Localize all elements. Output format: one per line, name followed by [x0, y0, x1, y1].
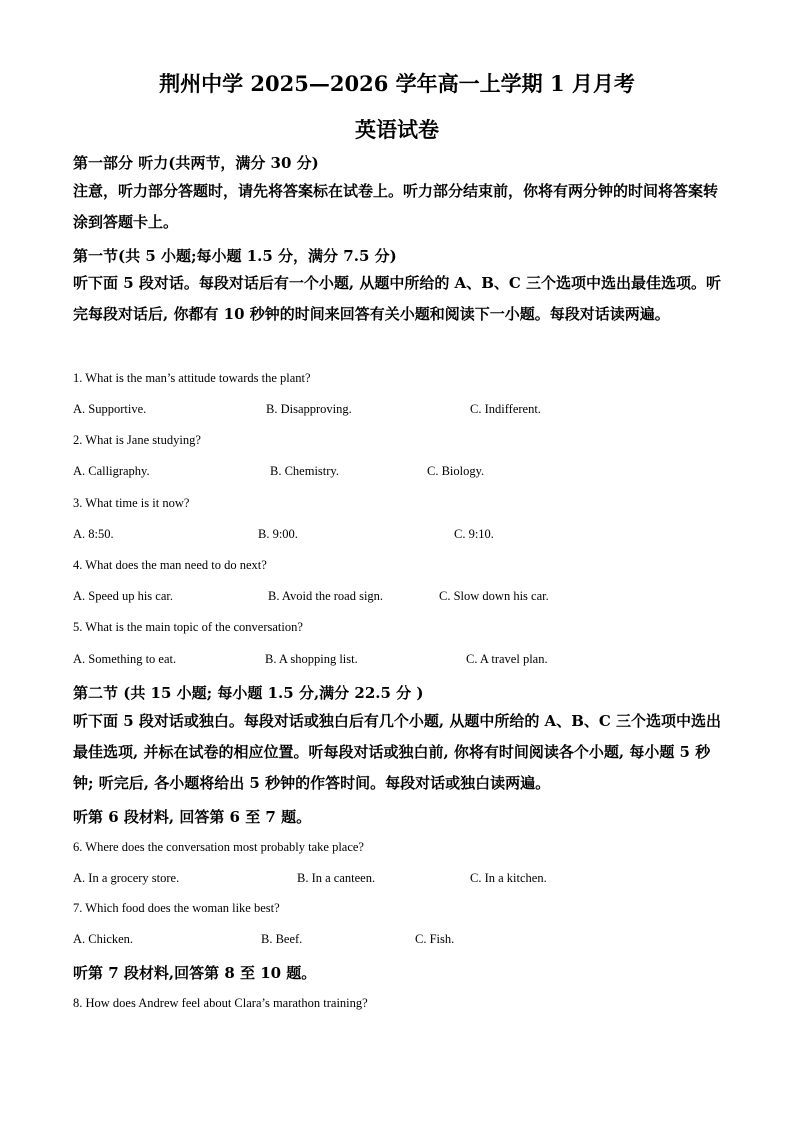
- question-3: 3. What time is it now?: [73, 496, 190, 510]
- q4-option-a: A. Speed up his car.: [73, 589, 173, 603]
- question-6: 6. Where does the conversation most probably take place?: [73, 840, 364, 854]
- question-1: 1. What is the man’s attitude towards the plant?: [73, 371, 311, 385]
- q6-option-c: C. In a kitchen.: [470, 871, 547, 885]
- section2-instructions: 听下面 5 段对话或独白。每段对话或独白后有几个小题, 从题中所给的 A、B、C 三个选项中选出最佳选项, 并标在试卷的相应位置。听每段对话或独白前, 你将有时间阅读各个小题, 每小题 5 秒钟; 听完后, 各小题将给出 5 秒钟的作答时间。每段对话或独白读两遍。: [73, 712, 722, 792]
- part1-heading: 第一部分 听力(共两节，满分 30 分): [73, 154, 319, 172]
- q1-option-c: C. Indifferent.: [470, 402, 541, 416]
- exam-subtitle: 英语试卷: [355, 117, 439, 142]
- q3-option-a: A. 8:50.: [73, 527, 114, 541]
- question-7: 7. Which food does the woman like best?: [73, 901, 280, 915]
- q3-option-c: C. 9:10.: [454, 527, 494, 541]
- q5-option-a: A. Something to eat.: [73, 652, 177, 666]
- question-5: 5. What is the main topic of the conversation?: [73, 620, 303, 634]
- q7-option-a: A. Chicken.: [73, 932, 134, 946]
- section1-instructions: 听下面 5 段对话。每段对话后有一个小题, 从题中所给的 A、B、C 三个选项中选出最佳选项。听完每段对话后, 你都有 10 秒钟的时间来回答有关小题和阅读下一小题。每段对话读两遍。: [73, 274, 722, 323]
- group7-heading: 听第 7 段材料,回答第 8 至 10 题。: [73, 964, 317, 982]
- group6-heading: 听第 6 段材料, 回答第 6 至 7 题。: [73, 808, 312, 826]
- q2-option-c: C. Biology.: [427, 464, 485, 478]
- q7-option-c: C. Fish.: [415, 932, 455, 946]
- section1-heading: 第一节(共 5 小题;每小题 1.5 分，满分 7.5 分): [73, 247, 397, 265]
- exam-title: 荆州中学 2025—2026 学年高一上学期 1 月月考: [159, 71, 635, 96]
- section2-heading: 第二节 (共 15 小题; 每小题 1.5 分,满分 22.5 分 ): [73, 684, 424, 702]
- part1-note: 注意，听力部分答题时，请先将答案标在试卷上。听力部分结束前，你将有两分钟的时间将答案转涂到答题卡上。: [73, 182, 719, 231]
- q3-option-b: B. 9:00.: [258, 527, 298, 541]
- question-4: 4. What does the man need to do next?: [73, 558, 267, 572]
- q2-option-a: A. Calligraphy.: [73, 464, 150, 478]
- q6-option-a: A. In a grocery store.: [73, 871, 180, 885]
- q1-option-a: A. Supportive.: [73, 402, 147, 416]
- q4-option-c: C. Slow down his car.: [439, 589, 549, 603]
- q5-option-b: B. A shopping list.: [265, 652, 358, 666]
- q2-option-b: B. Chemistry.: [270, 464, 339, 478]
- question-8: 8. How does Andrew feel about Clara’s marathon training?: [73, 996, 368, 1010]
- q6-option-b: B. In a canteen.: [297, 871, 376, 885]
- question-2: 2. What is Jane studying?: [73, 433, 201, 447]
- q5-option-c: C. A travel plan.: [466, 652, 548, 666]
- q1-option-b: B. Disapproving.: [266, 402, 352, 416]
- q4-option-b: B. Avoid the road sign.: [268, 589, 384, 603]
- q7-option-b: B. Beef.: [261, 932, 303, 946]
